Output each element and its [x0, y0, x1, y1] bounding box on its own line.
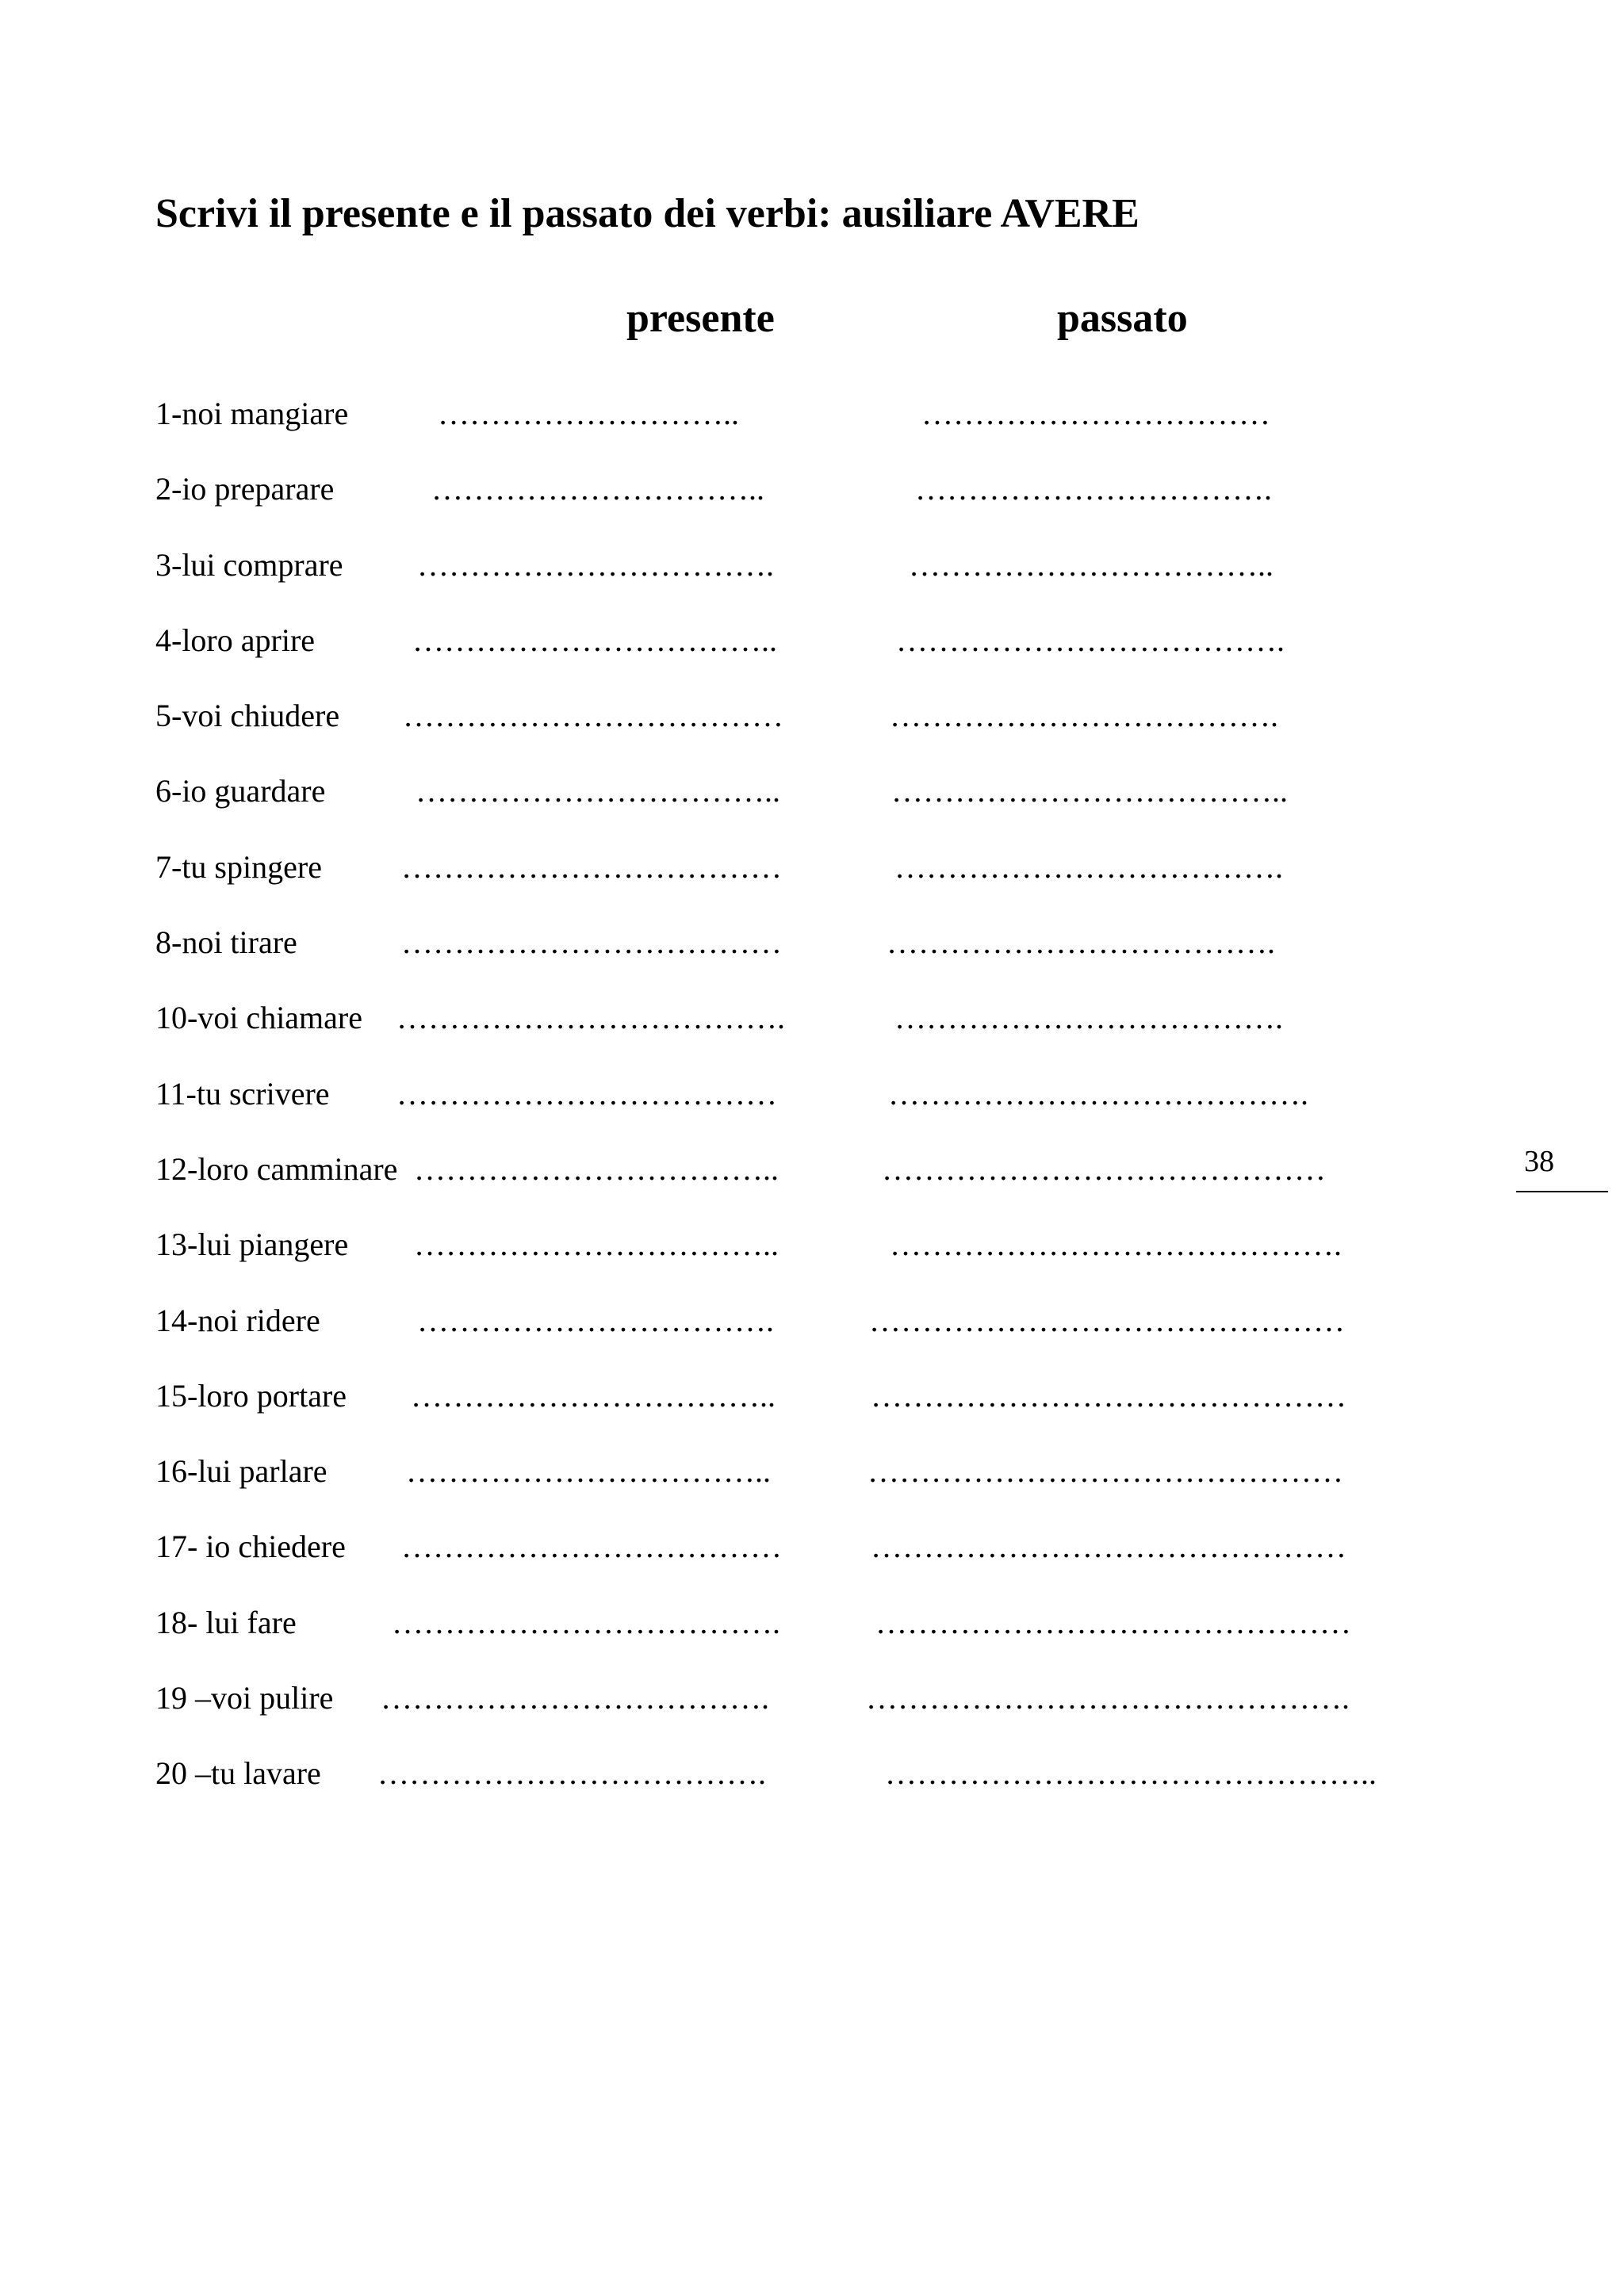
passato-answer-blank[interactable]: ……………………………….: [887, 924, 1275, 961]
presente-answer-blank[interactable]: ……………………………….: [392, 1604, 780, 1640]
exercise-row: [0, 848, 1624, 924]
presente-answer-blank[interactable]: ……………………………..: [411, 1377, 776, 1414]
exercise-row: [0, 1302, 1624, 1377]
presente-answer-blank[interactable]: ………………………………: [401, 848, 782, 885]
presente-answer-blank[interactable]: ………………………..: [438, 396, 739, 431]
presente-answer-blank[interactable]: ……………………………..: [416, 773, 780, 809]
presente-answer-blank[interactable]: ………………………………: [401, 924, 782, 961]
verb-label: 6-io guardare: [155, 773, 326, 809]
presente-answer-blank[interactable]: …………………………….: [417, 546, 774, 583]
verb-label: 5-voi chiudere: [155, 698, 340, 734]
passato-answer-blank[interactable]: ……………………………………: [882, 1150, 1326, 1187]
presente-answer-blank[interactable]: ………………………………: [403, 698, 783, 734]
exercise-row: [0, 1755, 1624, 1830]
exercise-row: [0, 772, 1624, 848]
exercise-list: [0, 395, 1624, 1831]
verb-label: 3-lui comprare: [155, 546, 343, 583]
passato-answer-blank[interactable]: ……………………………..: [909, 546, 1274, 583]
verb-label: 16-lui parlare: [155, 1453, 327, 1490]
exercise-row: [0, 395, 1624, 470]
verb-label: 19 –voi pulire: [155, 1680, 334, 1716]
column-header-passato: passato: [1057, 296, 1188, 341]
page-number-rule: [1516, 1191, 1608, 1192]
presente-answer-blank[interactable]: …………………………..: [431, 471, 764, 507]
passato-answer-blank[interactable]: ………………………………………: [875, 1604, 1351, 1640]
presente-answer-blank[interactable]: ………………………………: [396, 1075, 777, 1112]
presente-answer-blank[interactable]: ……………………………….: [377, 1755, 766, 1792]
presente-answer-blank[interactable]: ……………………………..: [414, 1226, 779, 1263]
exercise-row: [0, 1377, 1624, 1452]
verb-label: 12-loro camminare: [155, 1150, 398, 1187]
presente-answer-blank[interactable]: ……………………………..: [414, 1150, 779, 1187]
verb-label: 2-io preparare: [155, 471, 335, 507]
presente-answer-blank[interactable]: ……………………………..: [412, 622, 777, 658]
presente-answer-blank[interactable]: ……………………………..: [406, 1453, 771, 1490]
passato-answer-blank[interactable]: …………………………….: [915, 471, 1272, 507]
passato-answer-blank[interactable]: ………………………………….: [888, 1075, 1308, 1112]
exercise-row: [0, 924, 1624, 999]
passato-answer-blank[interactable]: …………………………………….: [890, 1226, 1342, 1263]
verb-label: 14-noi ridere: [155, 1302, 320, 1338]
exercise-row: [0, 1075, 1624, 1150]
passato-answer-blank[interactable]: ………………………………………: [868, 1453, 1343, 1490]
passato-answer-blank[interactable]: ……………………………….: [894, 848, 1283, 885]
passato-answer-blank[interactable]: ………………………………………..: [885, 1755, 1377, 1792]
exercise-row: [0, 1150, 1624, 1226]
exercise-row: [0, 1226, 1624, 1301]
presente-answer-blank[interactable]: ……………………………….: [381, 1680, 769, 1716]
passato-answer-blank[interactable]: ……………………………….: [890, 698, 1278, 734]
verb-label: 11-tu scrivere: [155, 1075, 330, 1112]
passato-answer-blank[interactable]: ……………………………….: [894, 1000, 1283, 1036]
exercise-row: [0, 546, 1624, 622]
verb-label: 13-lui piangere: [155, 1226, 349, 1263]
passato-answer-blank[interactable]: ……………………………………….: [866, 1680, 1350, 1716]
verb-label: 20 –tu lavare: [155, 1755, 321, 1792]
passato-answer-blank[interactable]: ………………………………………: [871, 1377, 1346, 1414]
passato-answer-blank[interactable]: ………………………………..: [891, 773, 1288, 809]
exercise-row: [0, 697, 1624, 772]
passato-answer-blank[interactable]: ………………………………………: [869, 1302, 1345, 1338]
presente-answer-blank[interactable]: …………………………….: [417, 1302, 774, 1338]
exercise-row: [0, 470, 1624, 545]
exercise-row: [0, 1604, 1624, 1679]
passato-answer-blank[interactable]: ……………………………….: [896, 622, 1285, 658]
verb-label: 15-loro portare: [155, 1377, 347, 1414]
page-number: 38: [1524, 1145, 1554, 1178]
passato-answer-blank[interactable]: ……………………………: [921, 396, 1270, 431]
exercise-row: [0, 1528, 1624, 1603]
exercise-row: [0, 999, 1624, 1074]
verb-label: 4-loro aprire: [155, 622, 316, 658]
presente-answer-blank[interactable]: ……………………………….: [396, 1000, 785, 1036]
verb-label: 18- lui fare: [155, 1604, 297, 1640]
verb-label: 1-noi mangiare: [155, 396, 349, 431]
exercise-row: [0, 1452, 1624, 1528]
verb-label: 7-tu spingere: [155, 848, 322, 885]
verb-label: 17- io chiedere: [155, 1529, 346, 1565]
verb-label: 10-voi chiamare: [155, 1000, 362, 1036]
exercise-row: [0, 622, 1624, 697]
page-title: Scrivi il presente e il passato dei verbi: ausiliare AVERE: [155, 191, 1139, 236]
passato-answer-blank[interactable]: ………………………………………: [871, 1529, 1346, 1565]
column-header-presente: presente: [626, 296, 775, 341]
presente-answer-blank[interactable]: ………………………………: [401, 1529, 782, 1565]
verb-label: 8-noi tirare: [155, 924, 297, 961]
exercise-row: [0, 1679, 1624, 1755]
